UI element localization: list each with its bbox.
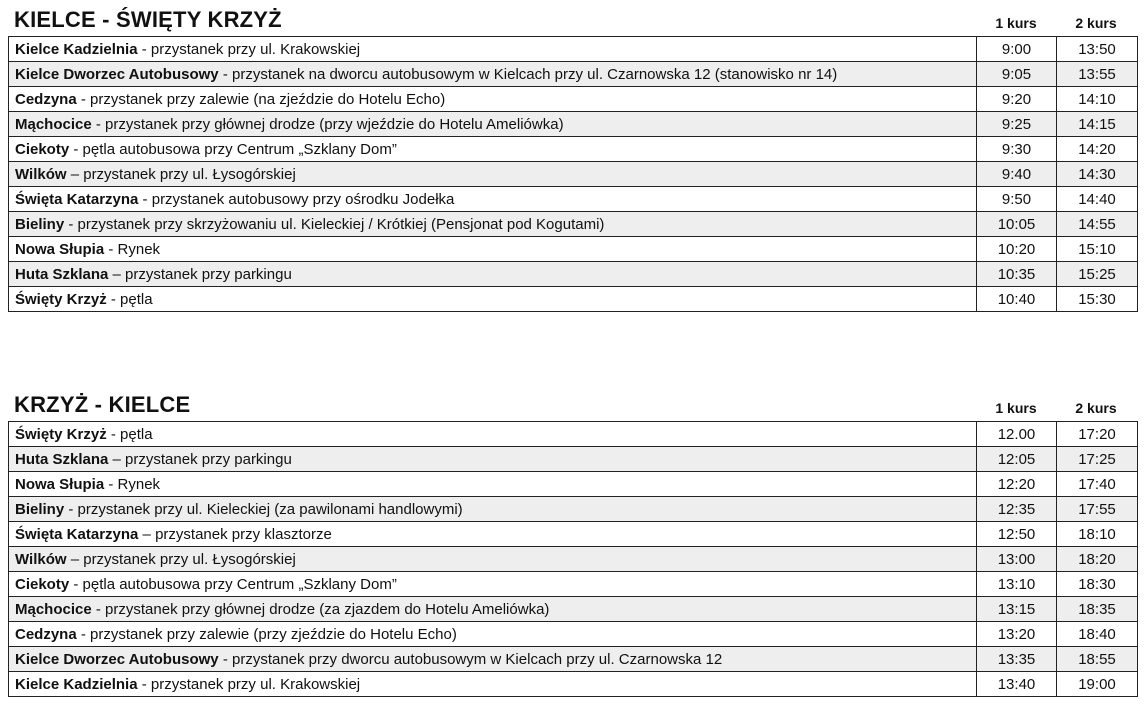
stop-cell: [9, 447, 977, 472]
departure-time-1: 9:50: [977, 187, 1057, 212]
stop-cell: [9, 547, 977, 572]
stop-cell: [9, 212, 977, 237]
departure-time-1: 13:20: [977, 622, 1057, 647]
stop-name: Mąchocice: [15, 115, 92, 133]
stop-description: - przystanek przy skrzyżowaniu ul. Kieleckiej / Krótkiej (Pensjonat pod Kogutami): [64, 215, 605, 233]
stop-description: – przystanek przy ul. Łysogórskiej: [66, 550, 296, 568]
departure-time-2: 18:35: [1057, 597, 1138, 622]
departure-time-2: 14:15: [1057, 112, 1138, 137]
stop-name: Święta Katarzyna: [15, 190, 139, 208]
departure-time-1: 10:40: [977, 287, 1057, 312]
departure-time-1: 13:40: [977, 672, 1057, 697]
departure-time-2: 13:50: [1057, 37, 1138, 62]
table-row: [9, 237, 1138, 262]
departure-time-2: 18:40: [1057, 622, 1138, 647]
stop-description: - przystanek przy zalewie (na zjeździe do Hotelu Echo): [76, 90, 446, 108]
departure-time-2: 15:25: [1057, 262, 1138, 287]
departure-time-1: 9:30: [977, 137, 1057, 162]
departure-time-2: 17:20: [1057, 422, 1138, 447]
departure-time-2: 18:20: [1057, 547, 1138, 572]
stop-description: - przystanek przy głównej drodze (przy wjeździe do Hotelu Ameliówka): [91, 115, 564, 133]
stop-name: Kielce Dworzec Autobusowy: [15, 65, 219, 83]
stop-cell: [9, 162, 977, 187]
stop-description: - przystanek przy głównej drodze (za zjazdem do Hotelu Ameliówka): [91, 600, 550, 618]
departure-time-2: 18:30: [1057, 572, 1138, 597]
departure-time-2: 17:40: [1057, 472, 1138, 497]
departure-time-1: 9:25: [977, 112, 1057, 137]
table-row: [9, 62, 1138, 87]
table-row: [9, 112, 1138, 137]
stop-cell: [9, 112, 977, 137]
stop-name: Nowa Słupia: [15, 475, 105, 493]
table-row: [9, 187, 1138, 212]
stop-description: – przystanek przy parkingu: [108, 265, 292, 283]
stop-name: Święta Katarzyna: [15, 525, 139, 543]
departure-time-2: 14:20: [1057, 137, 1138, 162]
stop-description: - pętla: [106, 425, 153, 443]
column-header-1: 1 kurs: [995, 15, 1037, 31]
schedule-title: KIELCE - ŚWIĘTY KRZYŻ: [14, 7, 282, 32]
stop-name: Wilków: [15, 550, 67, 568]
table-row: [9, 447, 1138, 472]
departure-time-1: 13:00: [977, 547, 1057, 572]
stop-description: – przystanek przy klasztorze: [138, 525, 332, 543]
departure-time-2: 18:10: [1057, 522, 1138, 547]
stop-name: Ciekoty: [15, 140, 70, 158]
table-row: [9, 547, 1138, 572]
stop-cell: [9, 572, 977, 597]
table-row: [9, 622, 1138, 647]
stop-description: - przystanek przy ul. Krakowskiej: [137, 40, 361, 58]
stop-description: - przystanek przy zalewie (przy zjeździe do Hotelu Echo): [76, 625, 457, 643]
stop-cell: [9, 647, 977, 672]
table-row: [9, 212, 1138, 237]
table-row: [9, 137, 1138, 162]
stop-description: - przystanek na dworcu autobusowym w Kielcach przy ul. Czarnowska 12 (stanowisko nr 14): [218, 65, 838, 83]
column-header-2: 2 kurs: [1075, 400, 1117, 416]
stop-description: - przystanek przy ul. Krakowskiej: [137, 675, 361, 693]
stop-name: Ciekoty: [15, 575, 70, 593]
departure-time-2: 15:10: [1057, 237, 1138, 262]
stop-cell: [9, 472, 977, 497]
stop-cell: [9, 422, 977, 447]
stop-cell: [9, 37, 977, 62]
table-row: [9, 162, 1138, 187]
departure-time-2: 17:55: [1057, 497, 1138, 522]
departure-time-1: 9:40: [977, 162, 1057, 187]
table-row: [9, 262, 1138, 287]
table-row: [9, 287, 1138, 312]
departure-time-2: 14:40: [1057, 187, 1138, 212]
departure-time-2: 15:30: [1057, 287, 1138, 312]
stop-name: Huta Szklana: [15, 450, 109, 468]
departure-time-1: 13:15: [977, 597, 1057, 622]
departure-time-2: 14:30: [1057, 162, 1138, 187]
departure-time-1: 13:35: [977, 647, 1057, 672]
stop-name: Kielce Kadzielnia: [15, 675, 138, 693]
stop-name: Kielce Kadzielnia: [15, 40, 138, 58]
table-row: [9, 672, 1138, 697]
stop-cell: [9, 522, 977, 547]
stop-cell: [9, 137, 977, 162]
table-row: [9, 647, 1138, 672]
table-row: [9, 597, 1138, 622]
departure-time-2: 13:55: [1057, 62, 1138, 87]
stop-description: - przystanek przy dworcu autobusowym w Kielcach przy ul. Czarnowska 12: [218, 650, 723, 668]
stop-name: Mąchocice: [15, 600, 92, 618]
stop-name: Nowa Słupia: [15, 240, 105, 258]
stop-description: – przystanek przy parkingu: [108, 450, 292, 468]
table-row: [9, 572, 1138, 597]
stop-description: – przystanek przy ul. Łysogórskiej: [66, 165, 296, 183]
stop-cell: [9, 62, 977, 87]
departure-time-2: 17:25: [1057, 447, 1138, 472]
table-row: [9, 422, 1138, 447]
departure-time-2: 18:55: [1057, 647, 1138, 672]
column-header-2: 2 kurs: [1075, 15, 1117, 31]
departure-time-2: 14:10: [1057, 87, 1138, 112]
departure-time-1: 9:00: [977, 37, 1057, 62]
table-row: [9, 497, 1138, 522]
stop-cell: [9, 672, 977, 697]
schedule-section-2: [8, 385, 1137, 704]
departure-time-1: 10:05: [977, 212, 1057, 237]
stop-description: - pętla: [106, 290, 153, 308]
timetable-body: [9, 37, 1138, 312]
timetable-body: [9, 422, 1138, 697]
schedule-section-1: [8, 0, 1137, 320]
table-row: [9, 472, 1138, 497]
departure-time-1: 12.00: [977, 422, 1057, 447]
stop-description: - przystanek autobusowy przy ośrodku Jodełka: [138, 190, 455, 208]
stop-name: Wilków: [15, 165, 67, 183]
departure-time-2: 19:00: [1057, 672, 1138, 697]
stop-description: - przystanek przy ul. Kieleckiej (za pawilonami handlowymi): [64, 500, 463, 518]
stop-description: - pętla autobusowa przy Centrum „Szklany Dom”: [69, 575, 397, 593]
stop-name: Święty Krzyż: [15, 425, 107, 443]
stop-name: Cedzyna: [15, 625, 77, 643]
table-row: [9, 87, 1138, 112]
stop-description: - Rynek: [104, 475, 161, 493]
stop-name: Święty Krzyż: [15, 290, 107, 308]
departure-time-1: 12:50: [977, 522, 1057, 547]
departure-time-1: 12:20: [977, 472, 1057, 497]
departure-time-1: 10:20: [977, 237, 1057, 262]
stop-cell: [9, 187, 977, 212]
table-row: [9, 522, 1138, 547]
departure-time-1: 12:05: [977, 447, 1057, 472]
stop-name: Cedzyna: [15, 90, 77, 108]
stop-cell: [9, 497, 977, 522]
stop-cell: [9, 262, 977, 287]
stop-cell: [9, 622, 977, 647]
departure-time-1: 9:05: [977, 62, 1057, 87]
timetable: [8, 421, 1138, 697]
departure-time-1: 12:35: [977, 497, 1057, 522]
departure-time-2: 14:55: [1057, 212, 1138, 237]
departure-time-1: 13:10: [977, 572, 1057, 597]
stop-description: - pętla autobusowa przy Centrum „Szklany Dom”: [69, 140, 397, 158]
stop-cell: [9, 597, 977, 622]
stop-cell: [9, 237, 977, 262]
stop-name: Bieliny: [15, 215, 65, 233]
departure-time-1: 9:20: [977, 87, 1057, 112]
stop-name: Huta Szklana: [15, 265, 109, 283]
column-header-1: 1 kurs: [995, 400, 1037, 416]
departure-time-1: 10:35: [977, 262, 1057, 287]
stop-name: Bieliny: [15, 500, 65, 518]
stop-description: - Rynek: [104, 240, 161, 258]
schedule-title: KRZYŻ - KIELCE: [14, 392, 191, 417]
stop-cell: [9, 87, 977, 112]
table-row: [9, 37, 1138, 62]
timetable: [8, 36, 1138, 312]
stop-cell: [9, 287, 977, 312]
stop-name: Kielce Dworzec Autobusowy: [15, 650, 219, 668]
